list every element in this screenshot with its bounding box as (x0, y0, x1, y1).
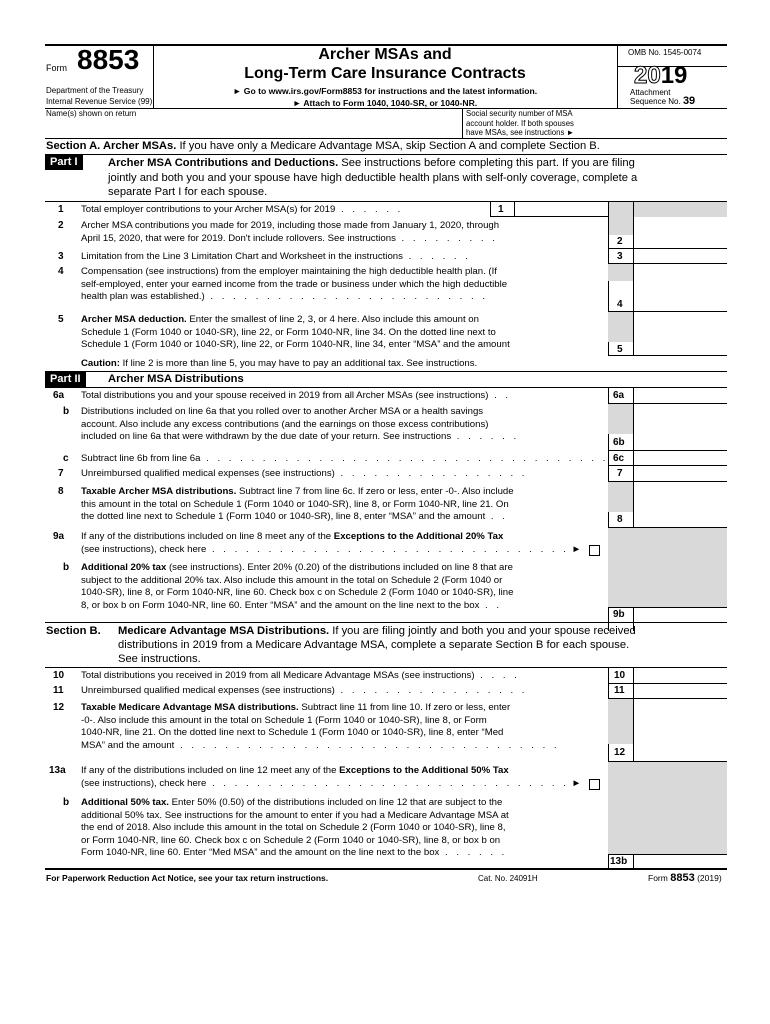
part1-heading: Archer MSA Contributions and Deductions. See instructions before completing this part. If you are filing jointly and both you and your spouse have high deductible health plans with self-only coverage, complete a separate Part I for each spouse. (108, 157, 638, 198)
catalog-number: Cat. No. 24091H (478, 874, 538, 883)
form-number: 8853 (77, 44, 140, 75)
attach-line: ► Attach to Form 1040, 1040-SR, or 1040-NR. (292, 98, 478, 108)
line6b-text: Distributions included on line 6a that you rolled over to another Archer MSA or a health savings account. Also include any excess contributions (and the earnings on those excess contributions) included on line 6a that were withdrawn by the due date of your return. See instructions . . . . . . (81, 406, 520, 442)
line8-box-label: 8 (617, 514, 623, 525)
line5-box-label: 5 (617, 344, 623, 355)
line13b-amount-field[interactable] (634, 855, 726, 868)
line8-number: 8 (58, 486, 64, 497)
instructions-link-line[interactable]: ► Go to www.irs.gov/Form8853 for instructions and the latest information. (232, 86, 538, 96)
line13b-box-label: 13b (610, 856, 628, 867)
name-field[interactable] (46, 118, 458, 137)
attachment-label: Attachment (630, 88, 671, 97)
line4-box-label: 4 (617, 299, 623, 310)
tax-year-bold: 19 (660, 62, 688, 89)
line6b-box-label: 6b (613, 437, 625, 448)
ssn-label-line1: Social security number of MSA (466, 109, 573, 118)
section-a-heading: Section A. Archer MSAs. If you have only a Medicare Advantage MSA, skip Section A and complete Section B. (46, 140, 600, 152)
line10-number: 10 (53, 670, 65, 681)
line3-number: 3 (58, 251, 64, 262)
ssn-label-line3: have MSAs, see instructions ► (466, 128, 575, 138)
line6c-box-label: 6c (613, 453, 625, 464)
ssn-label-line2: account holder. If both spouses (466, 118, 574, 128)
line4-text: Compensation (see instructions) from the employer maintaining the high deductible health plan. (If self-employed, enter your earned income from the trade or business under which the high deductible health plan was established.) . . . . . . . . . . . . . . . . . . . . . . . . . (81, 266, 508, 302)
line7-box-label: 7 (617, 468, 623, 479)
line3-amount-field[interactable] (634, 249, 726, 262)
line1-text: Total employer contributions to your Archer MSA(s) for 2019 . . . . . . (81, 204, 404, 215)
line5-amount-field[interactable] (634, 342, 726, 354)
line6c-amount-field[interactable] (634, 451, 726, 464)
line12-amount-field[interactable] (634, 745, 726, 760)
line13a-checkbox[interactable] (589, 779, 600, 790)
line7-text: Unreimbursed qualified medical expenses (see instructions) . . . . . . . . . . . . . . . . . (81, 468, 528, 479)
part2-label: Part II (45, 372, 86, 387)
line8-amount-field[interactable] (634, 512, 726, 526)
line12-number: 12 (53, 702, 65, 713)
line12-box-label: 12 (614, 747, 626, 758)
line6b-amount-field[interactable] (634, 435, 726, 449)
tax-year-outline: 20 (634, 62, 661, 89)
line9b-box-label: 9b (613, 609, 625, 620)
line6a-box-label: 6a (613, 390, 625, 401)
form-word: Form (46, 63, 67, 73)
line3-text: Limitation from the Line 3 Limitation Chart and Worksheet in the instructions . . . . . . (81, 251, 471, 262)
line9a-checkbox[interactable] (589, 545, 600, 556)
line13b-text: Additional 50% tax. Enter 50% (0.50) of the distributions included on line 12 that are subject to the additional 50% tax. See instructions for the amount to enter if you had a Medicare Advantage MSA at the end of 2018. Also include this amount in the total on Schedule 2 (Form 1040 or 1040-SR), line 8, or Form 1040-NR, line 60. Check box c on Schedule 2 (Form 1040 or 1040-SR), line 8, or box b on Form 1040-NR, line 60. Enter “Med MSA” and the amount on the line next to the box . . . . . . (81, 797, 509, 858)
line11-box-label: 11 (614, 685, 625, 696)
ssn-field[interactable] (600, 118, 726, 137)
line13a-number: 13a (49, 765, 66, 776)
line9b-text: Additional 20% tax (see instructions). Enter 20% (0.20) of the distributions included on line 8 that are subject to the additional 20% tax. Also include this amount in the total on Schedule 2 (Form 1040 or 1040-SR), line 8, or Form 1040-NR, line 60. Check box c on Schedule 2 (Form 1040 or 1040-SR), line 8, or box b on Form 1040-NR, line 60. Enter “MSA” and the amount on the line next to the box . . (81, 562, 514, 611)
line13b-number: b (63, 797, 70, 808)
line13a-text: If any of the distributions included on line 12 meet any of the Exceptions to the Additional 50% Tax (see instructions), check here . . . . . . . . . . . . . . . . . . . . . . . . . . . . . . . . ► (81, 765, 582, 789)
line11-amount-field[interactable] (634, 684, 726, 697)
line6a-number: 6a (53, 390, 65, 401)
irs-label: Internal Revenue Service (99) (46, 97, 153, 106)
line2-number: 2 (58, 220, 64, 231)
line5-text: Archer MSA deduction. Enter the smallest of line 2, 3, or 4 here. Also include this amount on Schedule 1 (Form 1040 or 1040-SR), line 22, or Form 1040-NR, line 34. On the dotted line next to Schedule 1 (Form 1040 or 1040-SR), line 22, or Form 1040-NR, line 34, enter “MSA” and the amount (81, 314, 510, 350)
paperwork-notice: For Paperwork Reduction Act Notice, see your tax return instructions. (46, 873, 329, 883)
line6c-number: c (63, 453, 69, 464)
line7-amount-field[interactable] (634, 466, 726, 480)
line11-number: 11 (53, 685, 64, 696)
line7-number: 7 (58, 468, 64, 479)
tax-year (634, 63, 687, 89)
sequence (630, 96, 695, 107)
line1-box-label: 1 (498, 204, 504, 215)
line6b-number: b (63, 406, 70, 417)
omb-number: OMB No. 1545-0074 (628, 48, 702, 57)
line4-amount-field[interactable] (634, 282, 726, 310)
line6c-text: Subtract line 6b from line 6a . . . . . . . . . . . . . . . . . . . . . . . . . . . . . . . . . . . . (81, 453, 609, 464)
line9b-amount-field[interactable] (634, 608, 726, 622)
line10-amount-field[interactable] (634, 668, 726, 682)
name-label: Name(s) shown on return (46, 109, 137, 118)
line12-text: Taxable Medicare Advantage MSA distributions. Subtract line 11 from line 10. If zero or less, enter -0-. Also include this amount in the total on Schedule 1 (Form 1040 or 1040-SR), line 8, or Form 1040-NR, line 21. On the dotted line next to Schedule 1 (Form 1040 or 1040-SR), line 8, enter “Med MSA” and the amount . . . . . . . . . . . . . . . . . . . . . . . . . . . . . . . . . . (81, 702, 560, 751)
line4-number: 4 (58, 266, 64, 277)
line8-text: Taxable Archer MSA distributions. Subtract line 7 from line 6c. If zero or less, enter -0-. Also include this amount in the total on Schedule 1 (Form 1040 or 1040-SR), line 8, or Form 1040-NR, line 21. On the dotted line next to Schedule 1 (Form 1040 or 1040-SR), line 8, enter “MSA” and the amount . . (81, 486, 514, 522)
line3-box-label: 3 (617, 251, 623, 262)
line11-text: Unreimbursed qualified medical expenses (see instructions) . . . . . . . . . . . . . . . . . (81, 685, 528, 696)
dept-treasury: Department of the Treasury (46, 86, 144, 95)
form-title-line1: Archer MSAs and (318, 46, 452, 63)
line1-amount-field[interactable] (515, 202, 607, 216)
line1-number: 1 (58, 204, 64, 215)
section-b-heading: Section B. Medicare Advantage MSA Distributions. If you are filing jointly and both you and your spouse received distributions in 2019 from a Medicare Advantage MSA, complete a separate Section B for each spouse. See instructions. (46, 625, 636, 665)
form-title-line2: Long-Term Care Insurance Contracts (244, 65, 526, 82)
line9a-number: 9a (53, 531, 65, 542)
line10-box-label: 10 (614, 670, 626, 681)
line5-number: 5 (58, 314, 64, 325)
line6a-amount-field[interactable] (634, 388, 726, 402)
part2-heading: Archer MSA Distributions (108, 373, 244, 385)
line2-amount-field[interactable] (634, 235, 726, 248)
line10-text: Total distributions you received in 2019 from all Medicare Advantage MSAs (see instructions) . . . . (81, 670, 520, 681)
line9b-number: b (63, 562, 70, 573)
sequence-label: Sequence No. (630, 97, 681, 106)
caution-note: Caution: If line 2 is more than line 5, you may have to pay an additional tax. See instructions. (81, 358, 478, 369)
line2-text: Archer MSA contributions you made for 2019, including those made from January 1, 2020, through April 15, 2020, that were for 2019. Don't include rollovers. See instructions . . . . . . . . . (81, 220, 500, 244)
footer-form-id: Form 8853 (2019) (648, 872, 722, 884)
line6a-text: Total distributions you and your spouse received in 2019 from all Archer MSAs (see instructions) . . (81, 390, 512, 401)
sequence-number: 39 (682, 95, 696, 107)
part1-label: Part I (45, 155, 83, 170)
line2-box-label: 2 (617, 236, 623, 247)
line9a-text: If any of the distributions included on line 8 meet any of the Exceptions to the Additional 20% Tax (see instructions), check here . . . . . . . . . . . . . . . . . . . . . . . . . . . . . . . . ► (81, 531, 582, 555)
